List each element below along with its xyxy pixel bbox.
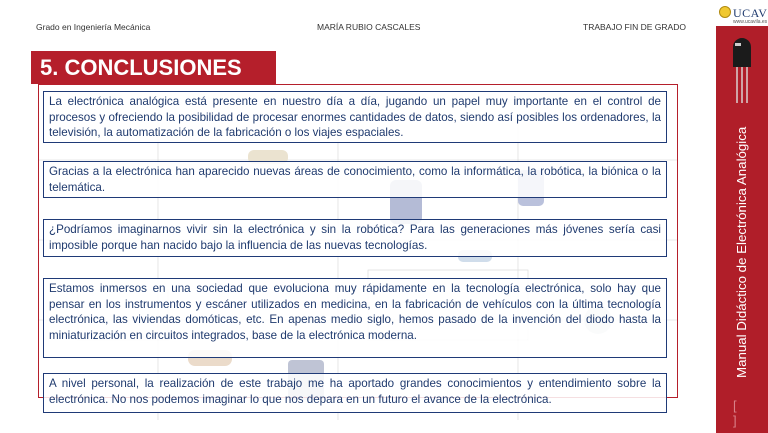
- conclusion-paragraph-3: ¿Podríamos imaginarnos vivir sin la electrónica y sin la robótica? Para las generaciones más jóvenes sería casi imposible porque han nacido bajo la influencia de las nuevas tecnologías.: [43, 219, 667, 257]
- sidebar: [716, 0, 768, 433]
- conclusion-paragraph-1: La electrónica analógica está presente en nuestro día a día, jugando un papel muy importante en el control de procesos y ofreciendo la posibilidad de procesar enormes cantidades de datos, siendo así posibles los ordenadores, la televisión, la automatización de la fabricación o los viajes espaciales.: [43, 91, 667, 143]
- conclusion-paragraph-5: A nivel personal, la realización de este trabajo me ha aportado grandes conocimientos y entendimiento sobre la electrónica. No nos podemos imaginar lo que nos depara en un futuro el avance de la electrónica.: [43, 373, 667, 413]
- header-center: MARÍA RUBIO CASCALES: [317, 22, 421, 32]
- logo-subtext: www.ucavila.es: [733, 19, 768, 25]
- header-right: TRABAJO FIN DE GRADO: [583, 22, 686, 32]
- vertical-manual-title: Manual Didáctico de Electrónica Analógica: [734, 126, 749, 378]
- section-title: 5. CONCLUSIONES: [31, 51, 276, 84]
- university-logo: [716, 0, 768, 26]
- conclusion-paragraph-4: Estamos inmersos en una sociedad que evoluciona muy rápidamente en la tecnología electrónica, solo hay que pensar en los instrumentos y escáner utilizados en medicina, en la fabricación de vehículos con la última tecnología electrónica, las viviendas domóticas, etc. En apenas medio siglo, hemos pasado de la invención del diodo hasta la miniaturización en circuitos integrados, base de la electrónica moderna.: [43, 278, 667, 358]
- header-left: Grado en Ingeniería Mecánica: [36, 22, 151, 32]
- university-logo-icon: [719, 6, 731, 18]
- logo-text: UCAV: [733, 6, 768, 20]
- page-bracket: [ ]: [733, 398, 747, 428]
- conclusion-paragraph-2: Gracias a la electrónica han aparecido nuevas áreas de conocimiento, como la informática, la robótica, la biónica o la telemática.: [43, 161, 667, 198]
